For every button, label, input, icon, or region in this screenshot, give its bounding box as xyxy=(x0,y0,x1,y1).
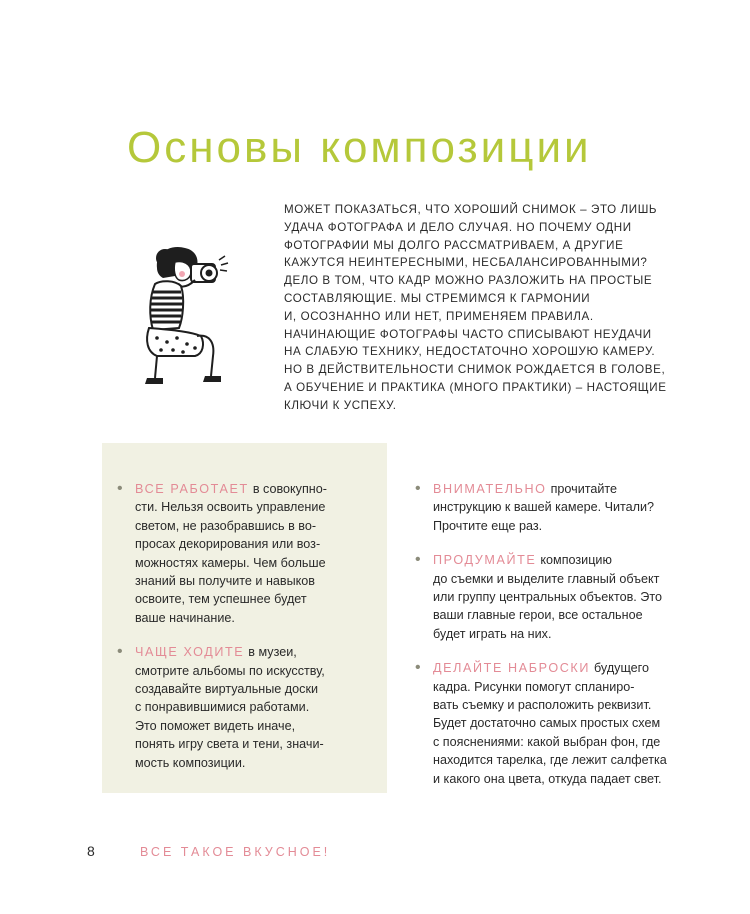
tip-line: понять игру света и тени, значи- xyxy=(135,737,324,752)
tip-line: кадра. Рисунки помогут спланиро- xyxy=(433,679,635,694)
tip-item xyxy=(117,643,379,772)
page-title: Основы композиции xyxy=(127,123,592,172)
tip-first-line: композицию xyxy=(540,553,612,568)
intro-line: НАЧИНАЮЩИЕ ФОТОГРАФЫ ЧАСТО СПИСЫВАЮТ НЕУДАЧИ xyxy=(284,327,652,341)
tip-keyword: ПРОДУМАЙТЕ xyxy=(433,553,537,568)
tip-line: до съемки и выделите главный объект xyxy=(433,571,660,586)
photographer-illustration xyxy=(135,238,245,388)
tip-line: или группу центральных объектов. Это xyxy=(433,590,662,605)
tips-right-column xyxy=(415,480,685,804)
tip-line: ваши главные герои, все остальное xyxy=(433,608,643,623)
intro-line: НО В ДЕЙСТВИТЕЛЬНОСТИ СНИМОК РОЖДАЕТСЯ В ГОЛОВЕ, xyxy=(284,363,666,377)
tip-line: сти. Нельзя освоить управление xyxy=(135,500,326,515)
tip-first-line: в совокупно- xyxy=(252,482,327,496)
tip-line: просах декорирования или воз- xyxy=(135,537,321,552)
bullet-icon: • xyxy=(415,659,421,677)
tip-item xyxy=(117,480,379,627)
tip-line: вать съемку и расположить реквизит. xyxy=(433,698,652,713)
intro-line: КЛЮЧИ К УСПЕХУ. xyxy=(284,398,397,412)
page-number: 8 xyxy=(87,843,95,859)
tip-item xyxy=(415,480,685,535)
bullet-icon: • xyxy=(415,480,421,497)
tip-line: Это поможет видеть иначе, xyxy=(135,718,296,733)
tip-line: мость композиции. xyxy=(135,755,246,770)
tip-line: будет играть на них. xyxy=(433,626,552,641)
intro-line: ФОТОГРАФИИ МЫ ДОЛГО РАССМАТРИВАЕМ, А ДРУГИЕ xyxy=(284,238,624,252)
bullet-icon: • xyxy=(117,643,123,661)
tip-line: с понравившимися работами. xyxy=(135,700,310,715)
intro-line: НА СЛАБУЮ ТЕХНИКУ, НЕДОСТАТОЧНО ХОРОШУЮ КАМЕРУ. xyxy=(284,345,656,359)
tip-line: освоите, тем успешнее будет xyxy=(135,592,307,607)
tip-item xyxy=(415,551,685,643)
tip-line: Будет достаточно самых простых схем xyxy=(433,716,661,731)
tip-first-line: будущего xyxy=(594,661,650,676)
tip-line: находится тарелка, где лежит салфетка xyxy=(433,753,667,768)
tip-keyword: ВНИМАТЕЛЬНО xyxy=(433,482,547,496)
tip-first-line: в музеи, xyxy=(248,645,297,660)
tip-line: с пояснениями: какой выбран фон, где xyxy=(433,734,661,749)
intro-paragraph xyxy=(284,201,684,415)
tip-first-line: прочитайте xyxy=(550,482,618,496)
tip-line: можностях камеры. Чем больше xyxy=(135,555,326,570)
tip-line: знаний вы получите и навыков xyxy=(135,574,315,589)
tip-line: смотрите альбомы по искусству, xyxy=(135,663,325,678)
bullet-icon: • xyxy=(415,551,421,569)
intro-line: КАЖУТСЯ НЕИНТЕРЕСНЫМИ, НЕСБАЛАНСИРОВАННЫМИ? xyxy=(284,256,648,270)
intro-line: ДЕЛО В ТОМ, ЧТО КАДР МОЖНО РАЗЛОЖИТЬ НА ПРОСТЫЕ xyxy=(284,274,653,288)
intro-line: СОСТАВЛЯЮЩИЕ. МЫ СТРЕМИМСЯ К ГАРМОНИИ xyxy=(284,291,591,305)
tip-line: Прочтите еще раз. xyxy=(433,518,543,533)
intro-line: МОЖЕТ ПОКАЗАТЬСЯ, ЧТО ХОРОШИЙ СНИМОК – ЭТО ЛИШЬ xyxy=(284,203,658,216)
tip-keyword: ВСЕ РАБОТАЕТ xyxy=(135,482,249,496)
bullet-icon: • xyxy=(117,480,123,497)
intro-line: А ОБУЧЕНИЕ И ПРАКТИКА (МНОГО ПРАКТИКИ) – НАСТОЯЩИЕ xyxy=(284,380,667,394)
tip-item xyxy=(415,659,685,788)
tip-line: светом, не разобравшись в во- xyxy=(135,518,317,533)
tip-line: и какого она цвета, откуда падает свет. xyxy=(433,771,662,786)
tip-line: создавайте виртуальные доски xyxy=(135,682,319,697)
intro-line: УДАЧА ФОТОГРАФА И ДЕЛО СЛУЧАЯ. НО ПОЧЕМУ ОДНИ xyxy=(284,220,632,234)
tip-line: ваше начинание. xyxy=(135,610,235,625)
tips-left-column xyxy=(117,480,379,788)
tip-line: инструкцию к вашей камере. Читали? xyxy=(433,500,655,515)
intro-line: И, ОСОЗНАННО ИЛИ НЕТ, ПРИМЕНЯЕМ ПРАВИЛА. xyxy=(284,309,594,323)
book-title-footer: ВСЕ ТАКОЕ ВКУСНОЕ! xyxy=(140,845,331,859)
tip-keyword: ДЕЛАЙТЕ НАБРОСКИ xyxy=(433,661,590,676)
tip-keyword: ЧАЩЕ ХОДИТЕ xyxy=(135,645,245,660)
